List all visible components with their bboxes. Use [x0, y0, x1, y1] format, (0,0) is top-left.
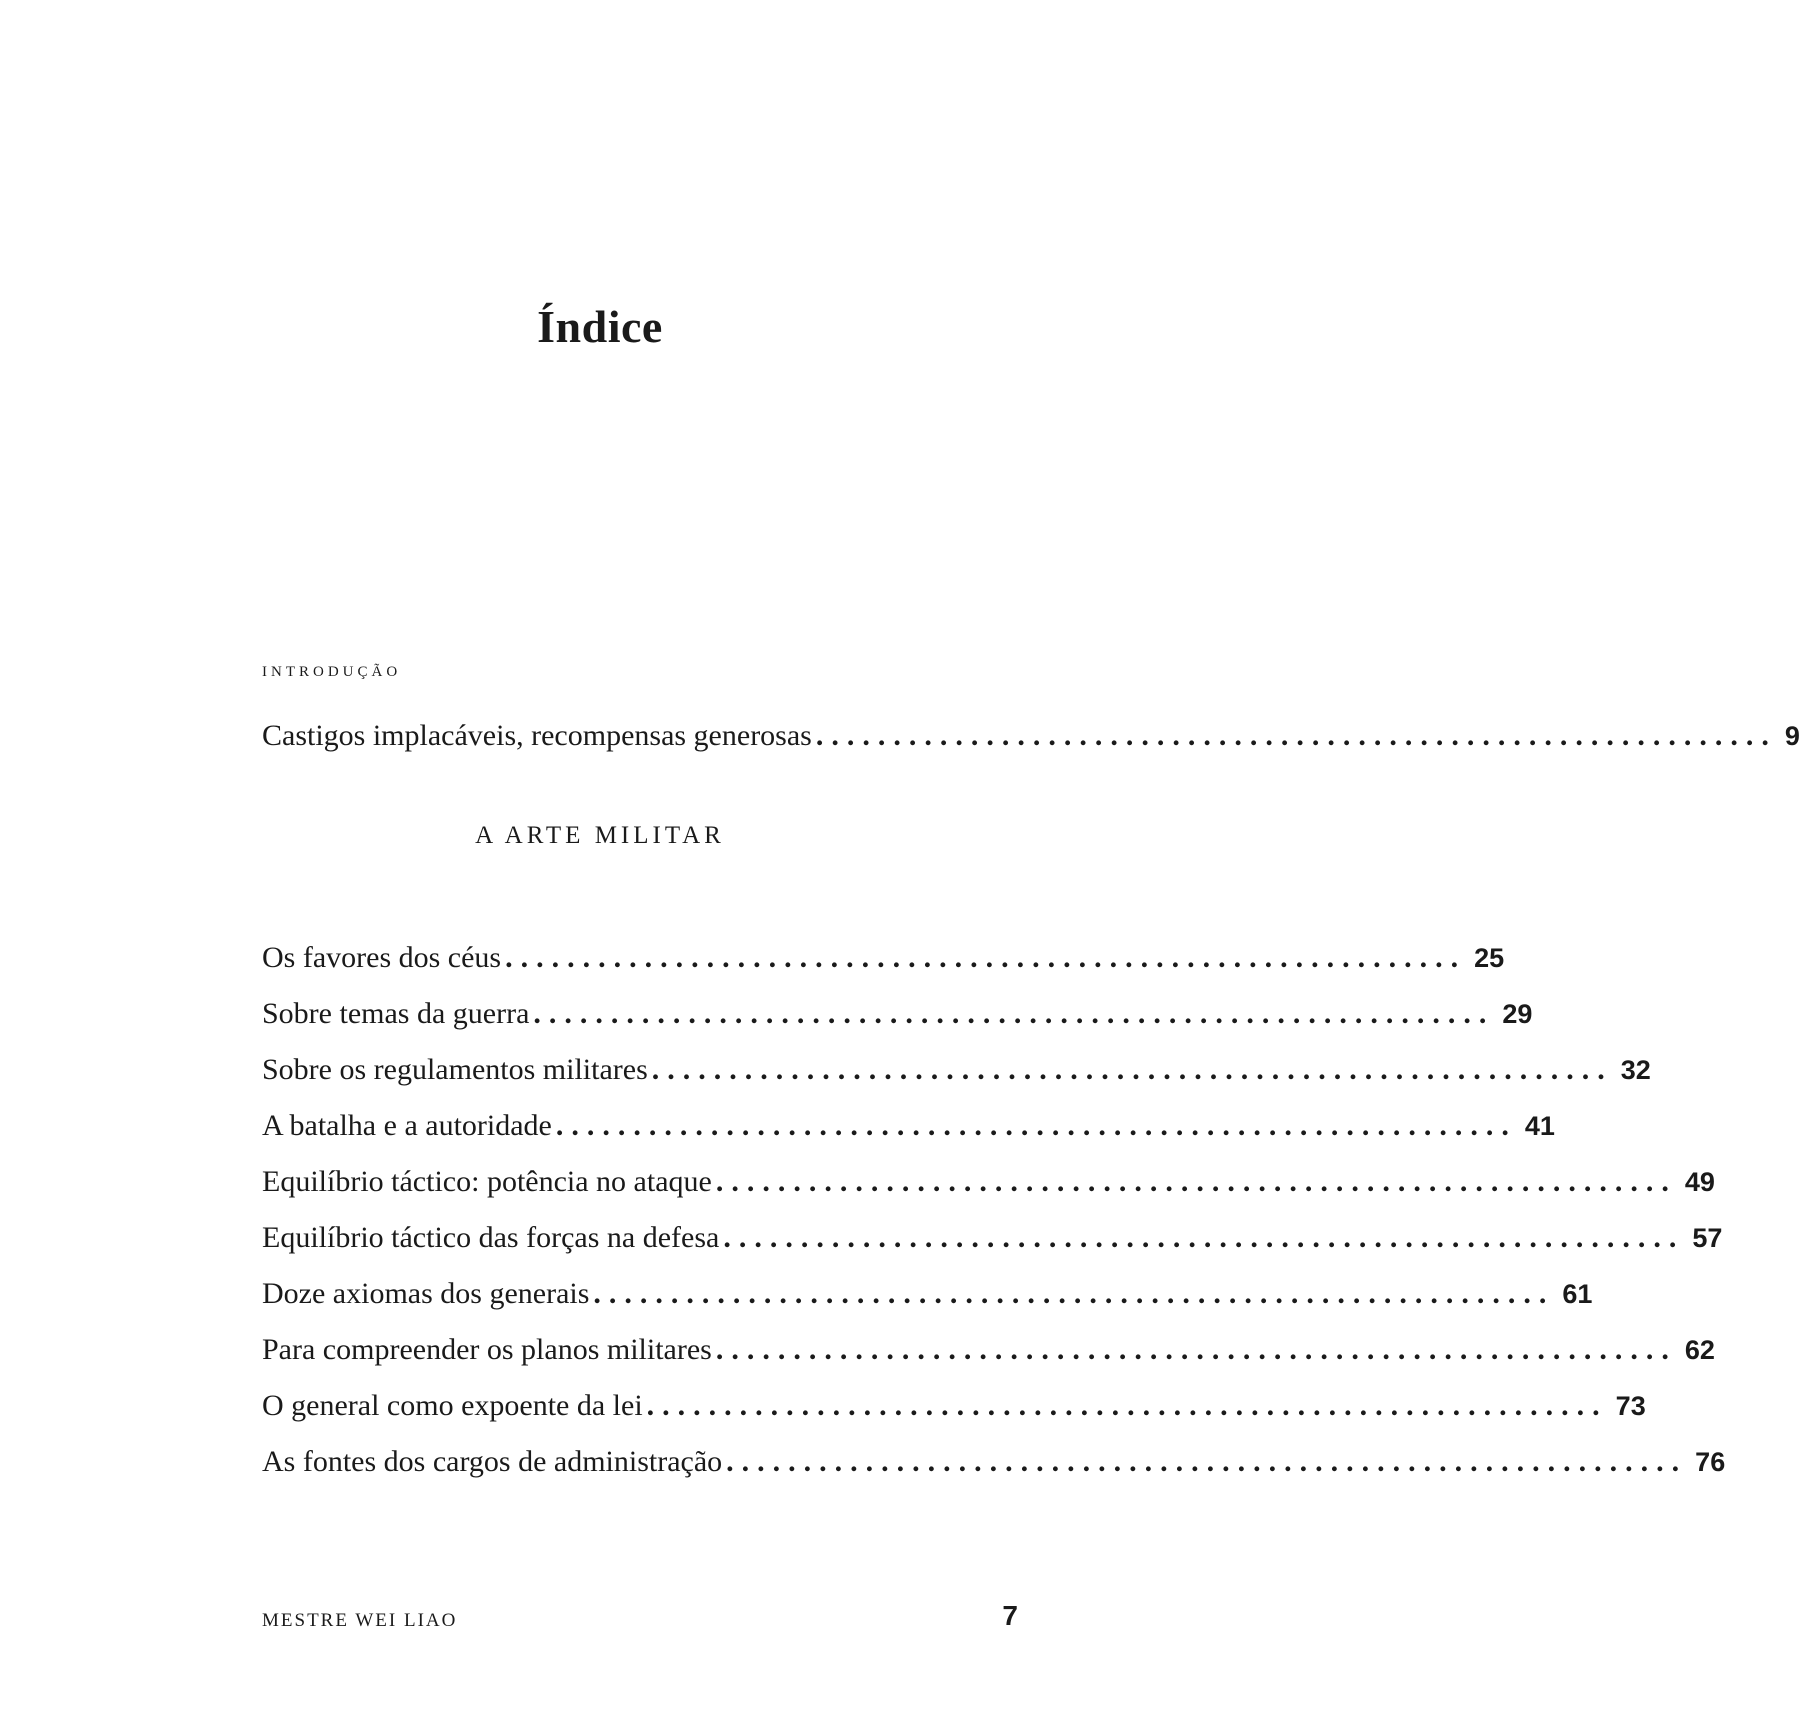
toc-entry[interactable]: [262, 1106, 1555, 1146]
toc-entry-title: Os favores dos céus: [262, 941, 502, 974]
dot-leader: ..............................................................: [715, 1165, 1677, 1198]
toc-entry-page: 9: [1784, 721, 1800, 751]
toc-entry[interactable]: [262, 1218, 1723, 1258]
toc-entry-page: 25: [1474, 943, 1505, 973]
toc-entry[interactable]: [262, 1162, 1715, 1202]
toc-entry-page: 62: [1684, 1335, 1715, 1365]
toc-entry[interactable]: [262, 1274, 1593, 1314]
dot-leader: ..............................................................: [593, 1277, 1555, 1310]
dot-leader: ..............................................................: [723, 1221, 1685, 1254]
section-heading: A ARTE MILITAR: [475, 822, 725, 849]
toc-entry-page: 41: [1524, 1111, 1555, 1141]
toc-entry-title: Sobre temas da guerra: [262, 997, 530, 1030]
toc-entry-title: Para compreender os planos militares: [262, 1333, 712, 1366]
dot-leader: ..............................................................: [646, 1389, 1608, 1422]
page-title: Índice: [537, 301, 663, 352]
toc-entry-page: 32: [1620, 1055, 1651, 1085]
toc-entry-title: Equilíbrio táctico: potência no ataque: [262, 1165, 712, 1198]
dot-leader: ..............................................................: [715, 1333, 1677, 1366]
toc-entry[interactable]: [262, 1330, 1715, 1370]
toc-entry-title: As fontes dos cargos de administração: [262, 1445, 723, 1478]
dot-leader: ..............................................................: [533, 997, 1495, 1030]
dot-leader: ..............................................................: [726, 1445, 1688, 1478]
toc-entry[interactable]: [262, 1442, 1726, 1482]
toc-entry[interactable]: [262, 1050, 1651, 1090]
toc-entry-title: Sobre os regulamentos militares: [262, 1053, 648, 1086]
toc-entry-intro[interactable]: [262, 716, 1800, 756]
toc-entry[interactable]: [262, 1386, 1646, 1426]
toc-entry-title: Castigos implacáveis, recompensas generosas: [262, 719, 812, 752]
toc-entry-title: A batalha e a autoridade: [262, 1109, 552, 1142]
running-footer-author: MESTRE WEI LIAO: [262, 1610, 458, 1631]
toc-entry-title: O general como expoente da lei: [262, 1389, 643, 1422]
toc-entry-page: 57: [1692, 1223, 1723, 1253]
toc-entry-title: Doze axiomas dos generais: [262, 1277, 590, 1310]
dot-leader: ..............................................................: [555, 1109, 1517, 1142]
toc-entry-page: 29: [1502, 999, 1533, 1029]
dot-leader: ..............................................................: [815, 719, 1777, 752]
toc-entry-page: 49: [1684, 1167, 1715, 1197]
dot-leader: ..............................................................: [651, 1053, 1613, 1086]
toc-entry-title: Equilíbrio táctico das forças na defesa: [262, 1221, 720, 1254]
toc-entry-page: 76: [1695, 1447, 1726, 1477]
intro-heading: introdução: [262, 656, 402, 681]
page-number: 7: [1002, 1600, 1018, 1631]
toc-entry-page: 61: [1562, 1279, 1593, 1309]
toc-entry-page: 73: [1615, 1391, 1646, 1421]
toc-entry[interactable]: [262, 938, 1505, 978]
toc-entry[interactable]: [262, 994, 1533, 1034]
dot-leader: ..............................................................: [505, 941, 1467, 974]
